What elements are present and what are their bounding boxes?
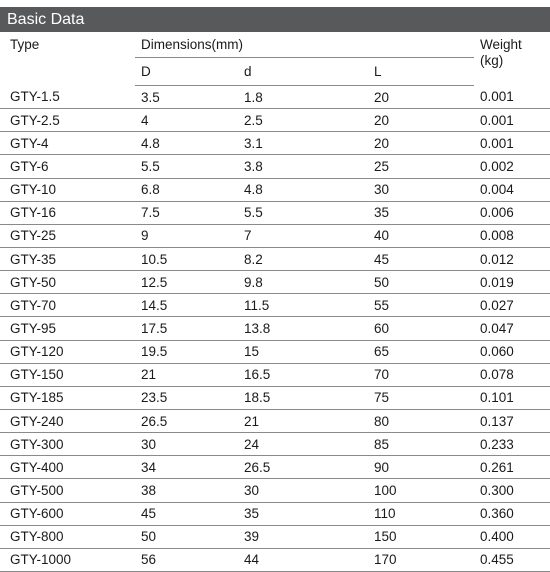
cell-inner-diameter: 35 [238, 502, 368, 525]
cell-length: 25 [368, 155, 474, 178]
cell-type: GTY-185 [0, 386, 135, 409]
cell-weight: 0.400 [474, 525, 550, 548]
cell-weight: 0.008 [474, 224, 550, 247]
cell-outer-diameter: 3.5 [135, 86, 238, 109]
cell-outer-diameter: 56 [135, 548, 238, 571]
table-row [0, 132, 550, 155]
table-row [0, 178, 550, 201]
table-row [0, 386, 550, 409]
cell-outer-diameter: 17.5 [135, 317, 238, 340]
cell-outer-diameter: 12.5 [135, 271, 238, 294]
cell-outer-diameter: 38 [135, 479, 238, 502]
cell-weight: 0.300 [474, 479, 550, 502]
cell-length: 90 [368, 456, 474, 479]
cell-length: 20 [368, 86, 474, 109]
cell-outer-diameter: 7.5 [135, 201, 238, 224]
cell-weight: 0.001 [474, 86, 550, 109]
cell-weight: 0.101 [474, 386, 550, 409]
cell-inner-diameter: 9.8 [238, 271, 368, 294]
table-row [0, 86, 550, 109]
cell-type: GTY-2.5 [0, 109, 135, 132]
cell-outer-diameter: 6.8 [135, 178, 238, 201]
cell-inner-diameter: 4.8 [238, 178, 368, 201]
cell-weight: 0.012 [474, 247, 550, 270]
cell-outer-diameter: 21 [135, 363, 238, 386]
cell-outer-diameter: 34 [135, 456, 238, 479]
cell-length: 35 [368, 201, 474, 224]
cell-inner-diameter: 30 [238, 479, 368, 502]
cell-outer-diameter: 9 [135, 224, 238, 247]
cell-outer-diameter: 10.5 [135, 247, 238, 270]
cell-inner-diameter: 15 [238, 340, 368, 363]
cell-type: GTY-150 [0, 363, 135, 386]
cell-length: 65 [368, 340, 474, 363]
table-row [0, 247, 550, 270]
cell-type: GTY-4 [0, 132, 135, 155]
header-row-1 [0, 32, 550, 58]
cell-type: GTY-95 [0, 317, 135, 340]
cell-length: 30 [368, 178, 474, 201]
cell-inner-diameter: 13.8 [238, 317, 368, 340]
cell-length: 70 [368, 363, 474, 386]
cell-type: GTY-10 [0, 178, 135, 201]
table-row [0, 409, 550, 432]
cell-weight: 0.047 [474, 317, 550, 340]
cell-type: GTY-120 [0, 340, 135, 363]
cell-inner-diameter: 3.8 [238, 155, 368, 178]
header-weight-unit: (kg) [480, 53, 504, 68]
cell-outer-diameter: 23.5 [135, 386, 238, 409]
cell-length: 50 [368, 271, 474, 294]
cell-type: GTY-35 [0, 247, 135, 270]
cell-length: 110 [368, 502, 474, 525]
cell-length: 60 [368, 317, 474, 340]
cell-type: GTY-400 [0, 456, 135, 479]
table-row [0, 155, 550, 178]
cell-type: GTY-1.5 [0, 86, 135, 109]
cell-outer-diameter: 26.5 [135, 409, 238, 432]
cell-weight: 0.360 [474, 502, 550, 525]
table-row [0, 224, 550, 247]
table-row [0, 502, 550, 525]
cell-outer-diameter: 5.5 [135, 155, 238, 178]
header-type: Type [10, 37, 40, 52]
cell-outer-diameter: 50 [135, 525, 238, 548]
cell-length: 80 [368, 409, 474, 432]
cell-inner-diameter: 8.2 [238, 247, 368, 270]
cell-inner-diameter: 5.5 [238, 201, 368, 224]
cell-type: GTY-500 [0, 479, 135, 502]
cell-type: GTY-25 [0, 224, 135, 247]
table-row [0, 363, 550, 386]
cell-length: 100 [368, 479, 474, 502]
cell-weight: 0.001 [474, 132, 550, 155]
cell-outer-diameter: 14.5 [135, 294, 238, 317]
cell-inner-diameter: 1.8 [238, 86, 368, 109]
cell-length: 85 [368, 433, 474, 456]
cell-inner-diameter: 39 [238, 525, 368, 548]
cell-inner-diameter: 24 [238, 433, 368, 456]
header-L: L [368, 58, 474, 86]
cell-weight: 0.233 [474, 433, 550, 456]
cell-inner-diameter: 7 [238, 224, 368, 247]
table-row [0, 109, 550, 132]
cell-inner-diameter: 21 [238, 409, 368, 432]
cell-outer-diameter: 45 [135, 502, 238, 525]
cell-weight: 0.001 [474, 109, 550, 132]
cell-length: 45 [368, 247, 474, 270]
cell-outer-diameter: 4.8 [135, 132, 238, 155]
cell-type: GTY-6 [0, 155, 135, 178]
header-weight-label: Weight [480, 37, 522, 52]
cell-inner-diameter: 3.1 [238, 132, 368, 155]
table-row [0, 294, 550, 317]
cell-length: 20 [368, 109, 474, 132]
cell-inner-diameter: 2.5 [238, 109, 368, 132]
table-body [0, 86, 550, 572]
cell-outer-diameter: 30 [135, 433, 238, 456]
table-row [0, 456, 550, 479]
cell-weight: 0.261 [474, 456, 550, 479]
cell-type: GTY-300 [0, 433, 135, 456]
cell-type: GTY-600 [0, 502, 135, 525]
cell-length: 20 [368, 132, 474, 155]
table-row [0, 271, 550, 294]
table-row [0, 479, 550, 502]
cell-length: 55 [368, 294, 474, 317]
cell-weight: 0.455 [474, 548, 550, 571]
cell-inner-diameter: 18.5 [238, 386, 368, 409]
cell-weight: 0.019 [474, 271, 550, 294]
table-row [0, 340, 550, 363]
cell-weight: 0.006 [474, 201, 550, 224]
cell-type: GTY-800 [0, 525, 135, 548]
cell-weight: 0.137 [474, 409, 550, 432]
cell-length: 75 [368, 386, 474, 409]
cell-weight: 0.060 [474, 340, 550, 363]
header-D: D [135, 58, 238, 86]
cell-outer-diameter: 4 [135, 109, 238, 132]
cell-weight: 0.002 [474, 155, 550, 178]
cell-type: GTY-70 [0, 294, 135, 317]
cell-length: 150 [368, 525, 474, 548]
cell-outer-diameter: 19.5 [135, 340, 238, 363]
section-title: Basic Data [0, 7, 550, 32]
cell-type: GTY-16 [0, 201, 135, 224]
table-row [0, 201, 550, 224]
cell-inner-diameter: 11.5 [238, 294, 368, 317]
header-d: d [238, 58, 368, 86]
cell-inner-diameter: 26.5 [238, 456, 368, 479]
cell-weight: 0.078 [474, 363, 550, 386]
table-row [0, 548, 550, 571]
cell-weight: 0.027 [474, 294, 550, 317]
cell-type: GTY-240 [0, 409, 135, 432]
cell-type: GTY-1000 [0, 548, 135, 571]
header-weight [474, 32, 550, 86]
cell-type: GTY-50 [0, 271, 135, 294]
table-row [0, 525, 550, 548]
basic-data-table [0, 32, 550, 572]
table-row [0, 433, 550, 456]
cell-weight: 0.004 [474, 178, 550, 201]
cell-inner-diameter: 44 [238, 548, 368, 571]
cell-length: 40 [368, 224, 474, 247]
cell-length: 170 [368, 548, 474, 571]
cell-inner-diameter: 16.5 [238, 363, 368, 386]
header-dimensions: Dimensions(mm) [135, 32, 474, 58]
table-row [0, 317, 550, 340]
